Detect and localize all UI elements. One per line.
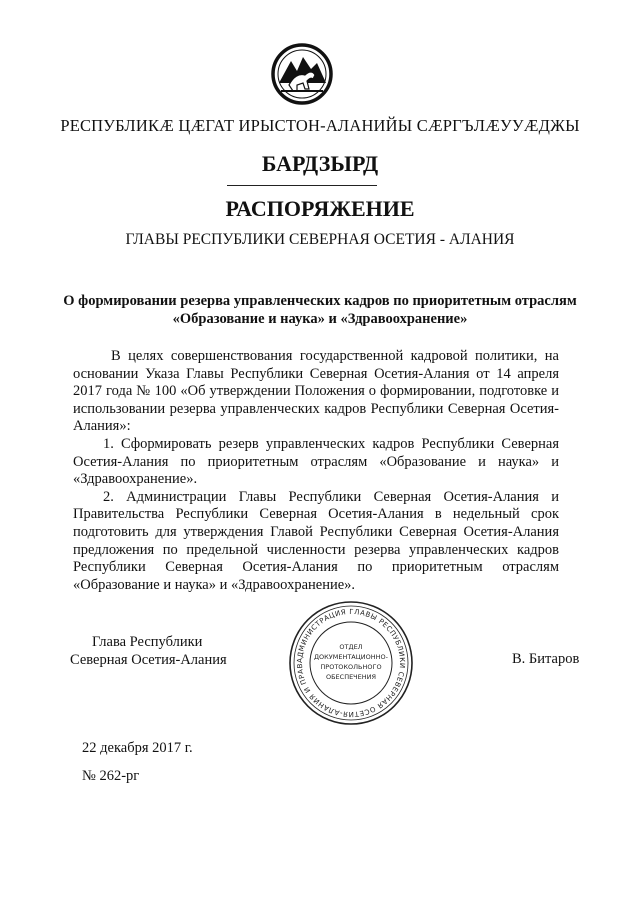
stamp-center-line-2: ДОКУМЕНТАЦИОННО- bbox=[313, 653, 389, 661]
document-type-ossetian: БАРДЗЫРД bbox=[261, 151, 379, 176]
signatory-position bbox=[70, 633, 227, 669]
stamp-center-line-3: ПРОТОКОЛЬНОГО bbox=[320, 663, 382, 671]
document-type-russian: РАСПОРЯЖЕНИЕ bbox=[225, 196, 415, 221]
preamble-paragraph: В целях совершенствования государственной кадровой политики, на основании Указа Главы Республики Северная Осетия-Алания от 14 апреля 2017 года № 100 «Об утверждении Положения о формировании, подготовке и использовании резерва управленческих кадров Республики Северная Осетия-Алания»: bbox=[73, 348, 559, 435]
signatory-name: В. Битаров bbox=[512, 651, 580, 667]
document-number: № 262-рг bbox=[82, 768, 140, 784]
document-date: 22 декабря 2017 г. bbox=[82, 740, 193, 756]
item-1-paragraph: 1. Сформировать резерв управленческих кадров Республики Северная Осетия-Алания по приоритетным отраслям «Образование и наука» и «Здравоохранение». bbox=[73, 435, 559, 488]
item-2-paragraph: 2. Администрации Главы Республики Северная Осетия-Алания и Правительства Республики Северная Осетия-Алания в недельный срок подготовить для утверждения Главой Республики Северная Осетия-Алания предложения по предельной численности резерва управленческих кадров Республики Северная Осетия-Алания по приоритетным отраслям «Образование и наука» и «Здравоохранение». bbox=[73, 488, 559, 593]
document-body bbox=[73, 348, 559, 594]
document-heading: О формировании резерва управленческих кадров по приоритетным отраслям «Образование и наука» и «Здравоохранение» bbox=[63, 293, 577, 327]
header-divider bbox=[227, 185, 377, 186]
stamp-center-line-4: ОБЕСПЕЧЕНИЯ bbox=[325, 673, 377, 681]
republic-header-ossetian: РЕСПУБЛИКӔ ЦӔГАТ ИРЫСТОН-АЛАНИЙЫ СӔРГЪЛӔУУӔДЖЫ bbox=[60, 116, 580, 135]
stamp-outer-text: АДМИНИСТРАЦИЯ ГЛАВЫ РЕСПУБЛИКИ СЕВЕРНАЯ ОСЕТИЯ-АЛАНИЯ И ПРАВ bbox=[295, 607, 407, 719]
position-line-1: Глава Республики bbox=[92, 634, 203, 650]
official-stamp bbox=[288, 600, 414, 726]
issuer-subtitle: ГЛАВЫ РЕСПУБЛИКИ СЕВЕРНАЯ ОСЕТИЯ - АЛАНИЯ bbox=[125, 231, 515, 248]
coat-of-arms-emblem bbox=[271, 43, 333, 105]
position-line-2: Северная Осетия-Алания bbox=[70, 652, 227, 668]
stamp-center-line-1: ОТДЕЛ bbox=[339, 643, 363, 651]
